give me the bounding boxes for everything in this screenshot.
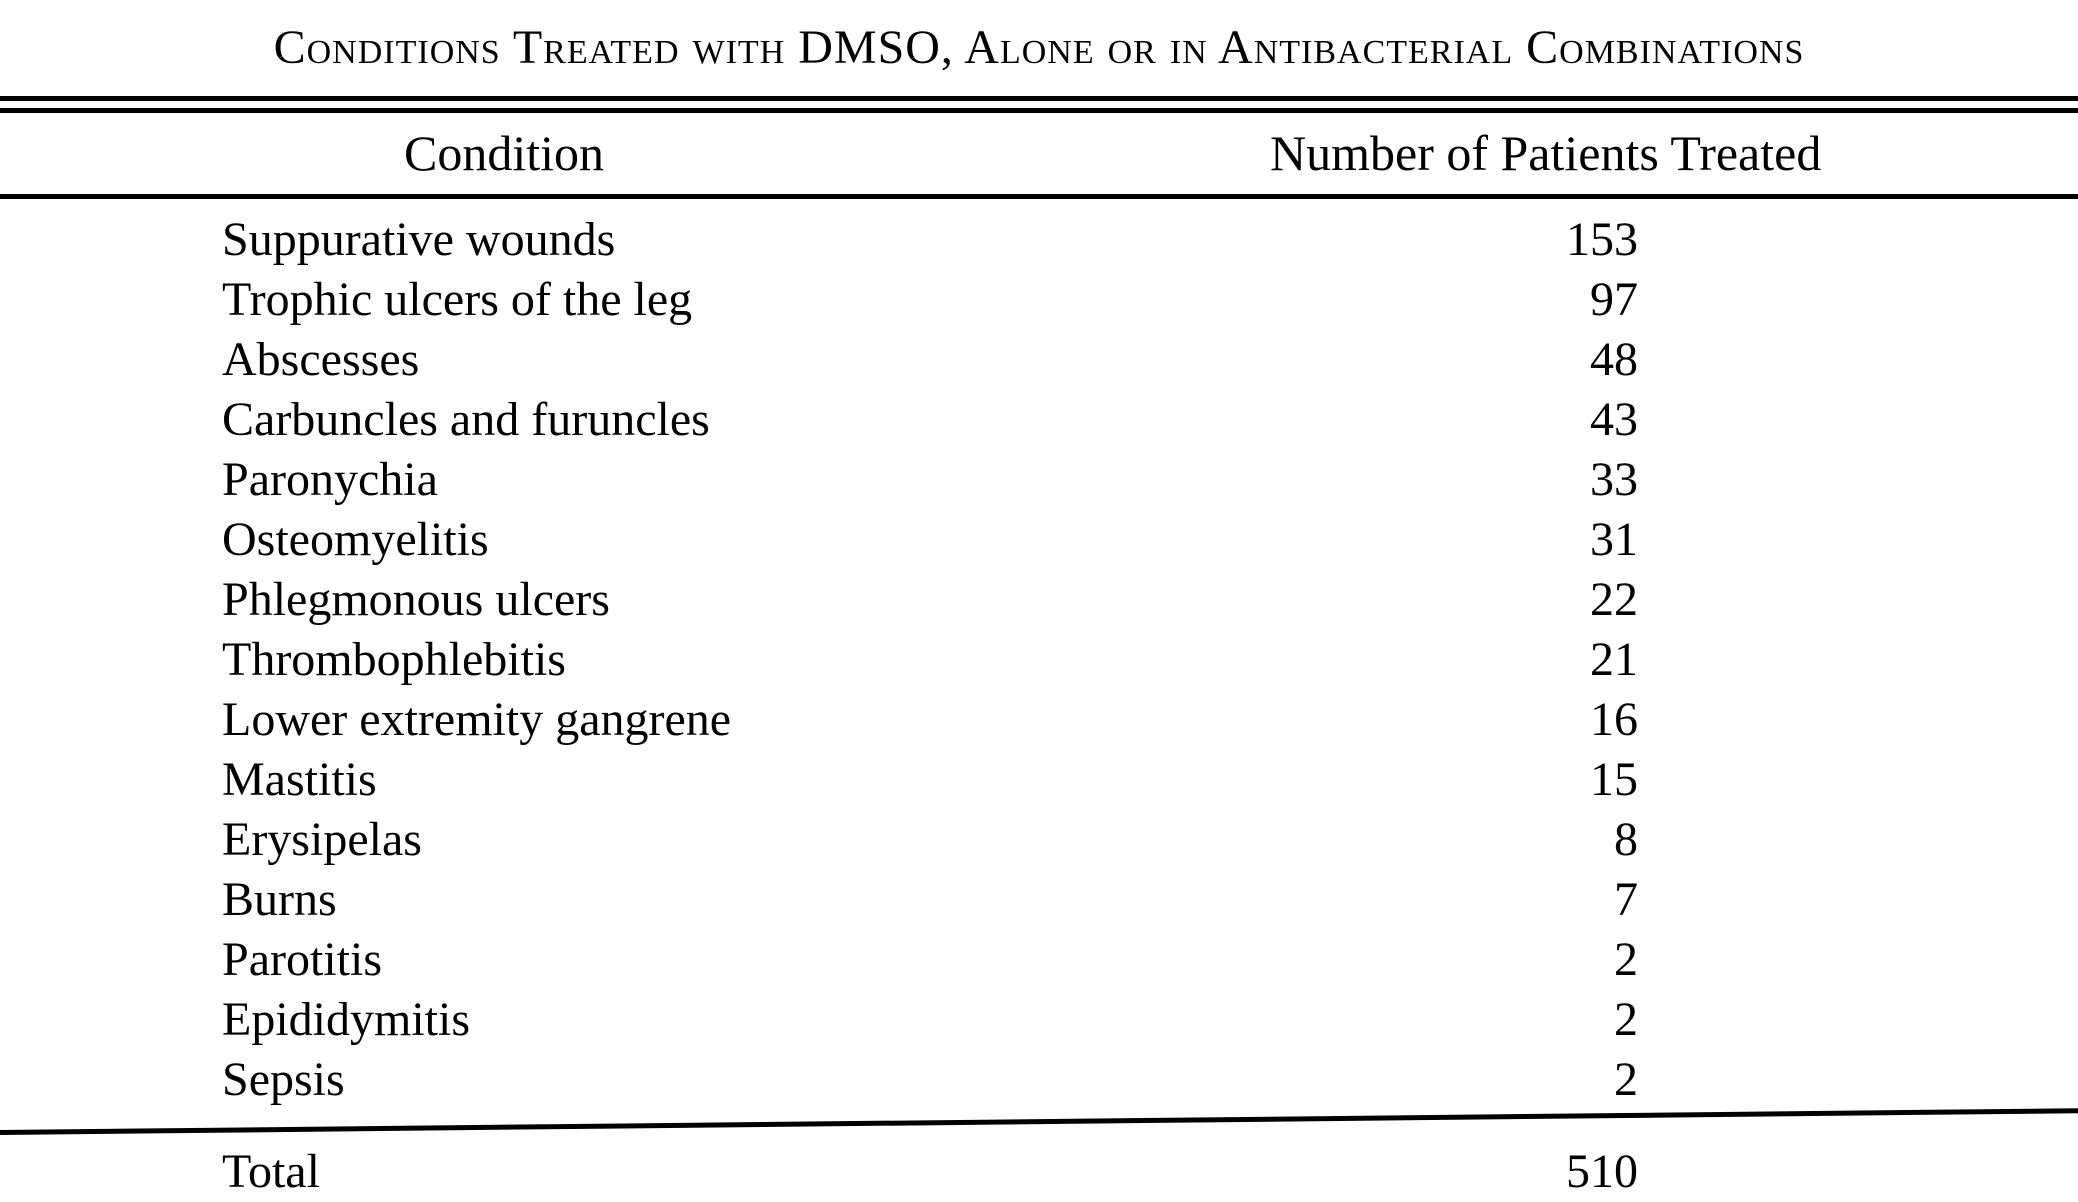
- total-value: 510: [1566, 1145, 1638, 1198]
- number-cell: 15: [1590, 753, 1638, 806]
- column-header-number: Number of Patients Treated: [1270, 125, 1822, 181]
- table-row: [0, 270, 2078, 330]
- table-row: [0, 390, 2078, 450]
- condition-cell: Erysipelas: [222, 813, 422, 866]
- header-rule: [0, 194, 2078, 199]
- number-cell: 43: [1590, 393, 1638, 446]
- table-row: [0, 1050, 2078, 1110]
- table-title: Conditions Treated with DMSO, Alone or in Antibacterial Combinations: [273, 21, 1805, 74]
- condition-cell: Sepsis: [222, 1053, 345, 1106]
- bottom-rule: [0, 1108, 2078, 1135]
- number-cell: 153: [1566, 213, 1638, 266]
- condition-cell: Osteomyelitis: [222, 513, 489, 566]
- top-rule-lower: [0, 108, 2078, 113]
- table-row: [0, 330, 2078, 390]
- number-cell: 22: [1590, 573, 1638, 626]
- number-cell: 2: [1614, 933, 1638, 986]
- number-cell: 2: [1614, 1053, 1638, 1106]
- number-cell: 16: [1590, 693, 1638, 746]
- condition-cell: Parotitis: [222, 933, 383, 986]
- table-row: [0, 750, 2078, 810]
- table-body: [0, 210, 2078, 1110]
- number-cell: 97: [1590, 273, 1638, 326]
- number-cell: 2: [1614, 993, 1638, 1046]
- number-cell: 7: [1614, 873, 1638, 926]
- number-cell: 8: [1614, 813, 1638, 866]
- column-header-condition: Condition: [404, 125, 605, 181]
- number-cell: 21: [1590, 633, 1638, 686]
- table-row: [0, 870, 2078, 930]
- condition-cell: Mastitis: [222, 753, 377, 806]
- table-row: [0, 810, 2078, 870]
- condition-cell: Carbuncles and furuncles: [222, 393, 710, 446]
- total-label: Total: [222, 1145, 320, 1198]
- condition-cell: Paronychia: [222, 453, 438, 506]
- condition-cell: Thrombophlebitis: [222, 633, 566, 686]
- condition-cell: Abscesses: [222, 333, 420, 386]
- condition-cell: Suppurative wounds: [222, 213, 616, 266]
- condition-cell: Burns: [222, 873, 337, 926]
- condition-cell: Lower extremity gangrene: [222, 693, 732, 746]
- condition-cell: Trophic ulcers of the leg: [222, 273, 693, 326]
- table-row: [0, 570, 2078, 630]
- number-cell: 48: [1590, 333, 1638, 386]
- condition-cell: Epididymitis: [222, 993, 471, 1046]
- number-cell: 33: [1590, 453, 1638, 506]
- table-row: [0, 630, 2078, 690]
- table-row: [0, 450, 2078, 510]
- total-row: [0, 1142, 2078, 1202]
- table-row: [0, 990, 2078, 1050]
- number-cell: 31: [1590, 513, 1638, 566]
- condition-cell: Phlegmonous ulcers: [222, 573, 610, 626]
- table-row: [0, 930, 2078, 990]
- table-row: [0, 510, 2078, 570]
- table-row: [0, 210, 2078, 270]
- top-rule-upper: [0, 96, 2078, 101]
- table-row: [0, 690, 2078, 750]
